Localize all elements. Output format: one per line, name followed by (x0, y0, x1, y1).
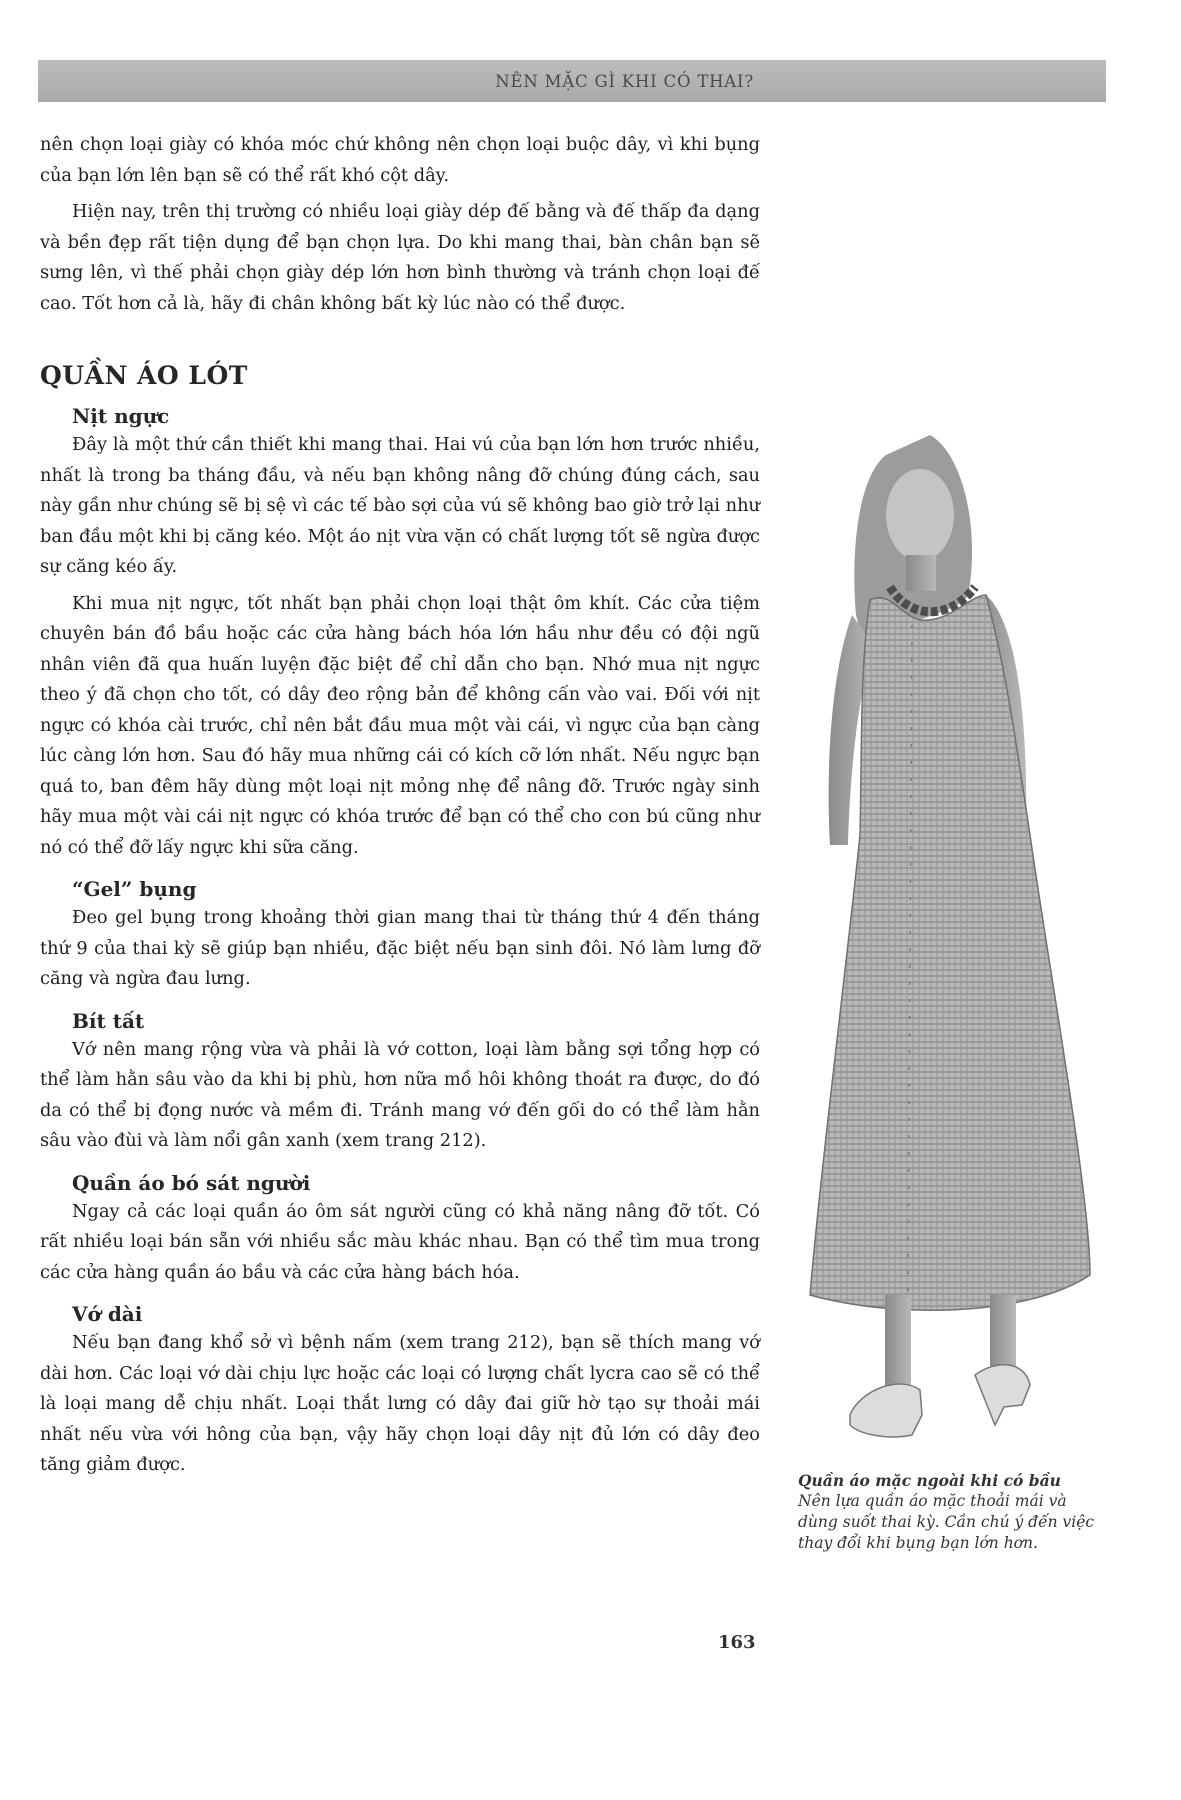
subsection-title: Vớ dài (72, 1302, 143, 1326)
body-paragraph: Đây là một thứ cần thiết khi mang thai. Hai vú của bạn lớn hơn trước nhiều, nhất là trong ba tháng đầu, và nếu bạn không nâng đỡ chúng đúng cách, sau này gần như chúng sẽ bị sệ vì các tế bào sợi của vú sẽ không bao giờ trở lại như ban đầu một khi bị căng kéo. Một áo nịt vừa vặn có chất lượng tốt sẽ ngừa được sự căng kéo ấy. (40, 434, 760, 577)
caption-text: Nên lựa quần áo mặc thoải mái và dùng suốt thai kỳ. Cần chú ý đến việc thay đổi khi bụng bạn lớn hơn. (798, 1492, 1095, 1552)
body-paragraph: Ngay cả các loại quần áo ôm sát người cũng có khả năng nâng đỡ tốt. Có rất nhiều loại bán sẵn với nhiều sắc màu khác nhau. Bạn có thể tìm mua trong các cửa hàng quần áo bầu và các cửa hàng bách hóa. (40, 1200, 760, 1283)
page-number: 163 (718, 1632, 756, 1653)
pregnant-woman-photo (790, 415, 1110, 1460)
running-header (38, 60, 1106, 102)
section-title: QUẦN ÁO LÓT (40, 361, 248, 390)
body-paragraph: Nếu bạn đang khổ sở vì bệnh nấm (xem trang 212), bạn sẽ thích mang vớ dài hơn. Các loại vớ dài chịu lực hoặc các loại có lượng chất lycra cao sẽ có thể là loại mang dễ chịu nhất. Loại thắt lưng có dây đai giữ hờ tạo sự thoải mái nhất nếu vừa với hông của bạn, vậy hãy chọn loại dây nịt đủ lớn có dây đeo tăng giảm được. (40, 1332, 760, 1475)
subsection-vo-dai (40, 1302, 760, 1481)
subsection-title: Quần áo bó sát người (72, 1170, 311, 1195)
subsection-bit-tat (40, 1009, 760, 1157)
figure-caption (798, 1470, 1108, 1554)
body-paragraph: Vớ nên mang rộng vừa và phải là vớ cotton, loại làm bằng sợi tổng hợp có thể làm hằn sâu vào da khi bị phù, hơn nữa mồ hôi không thoát ra được, do đó da có thể bị đọng nước và mềm đi. Tránh mang vớ đến gối do có thể làm hằn sâu vào đùi và làm nổi gân xanh (xem trang 212). (40, 1038, 760, 1151)
body-paragraph: Đeo gel bụng trong khoảng thời gian mang thai từ tháng thứ 4 đến tháng thứ 9 của thai kỳ sẽ giúp bạn nhiều, đặc biệt nếu bạn sinh đôi. Nó làm lưng đỡ căng và ngừa đau lưng. (40, 907, 760, 989)
intro-paragraph: nên chọn loại giày có khóa móc chứ không nên chọn loại buộc dây, vì khi bụng của bạn lớn lên bạn sẽ có thể rất khó cột dây. (40, 134, 760, 186)
main-text-column (40, 130, 760, 1487)
subsection-quan-ao-bo-sat (40, 1171, 760, 1289)
caption-title: Quần áo mặc ngoài khi có bầu (798, 1471, 1061, 1490)
body-paragraph: Khi mua nịt ngực, tốt nhất bạn phải chọn loại thật ôm khít. Các cửa tiệm chuyên bán đồ bầu hoặc các cửa hàng bách hóa lớn hầu như đều có đội ngũ nhân viên đã qua huấn luyện đặc biệt để chỉ dẫn cho bạn. Nhớ mua nịt ngực theo ý đã chọn cho tốt, có dây đeo rộng bản để không cấn vào vai. Đối với nịt ngực có khóa cài trước, chỉ nên bắt đầu mua một vài cái, vì ngực của bạn càng lúc càng lớn hơn. Sau đó hãy mua những cái có kích cỡ lớn nhất. Nếu ngực bạn quá to, ban đêm hãy dùng một loại nịt mỏng nhẹ để nâng đỡ. Trước ngày sinh hãy mua một vài cái nịt ngực có khóa trước để bạn có thể cho con bú cũng như nó có thể đỡ lấy ngực khi sữa căng. (40, 592, 760, 858)
running-header-title: NÊN MẶC GÌ KHI CÓ THAI? (495, 72, 754, 91)
intro-paragraph: Hiện nay, trên thị trường có nhiều loại giày dép đế bằng và đế thấp đa dạng và bền đẹp rất tiện dụng để bạn chọn lựa. Do khi mang thai, bàn chân bạn sẽ sưng lên, vì thế phải chọn giày dép lớn hơn bình thường và tránh chọn loại đế cao. Tốt hơn cả là, hãy đi chân không bất kỳ lúc nào có thể được. (40, 201, 760, 314)
subsection-title: “Gel” bụng (72, 877, 197, 901)
subsection-nit-nguc (40, 404, 760, 863)
subsection-gel-bung (40, 877, 760, 995)
subsection-title: Bít tất (72, 1008, 145, 1033)
subsection-title: Nịt ngực (72, 404, 170, 428)
